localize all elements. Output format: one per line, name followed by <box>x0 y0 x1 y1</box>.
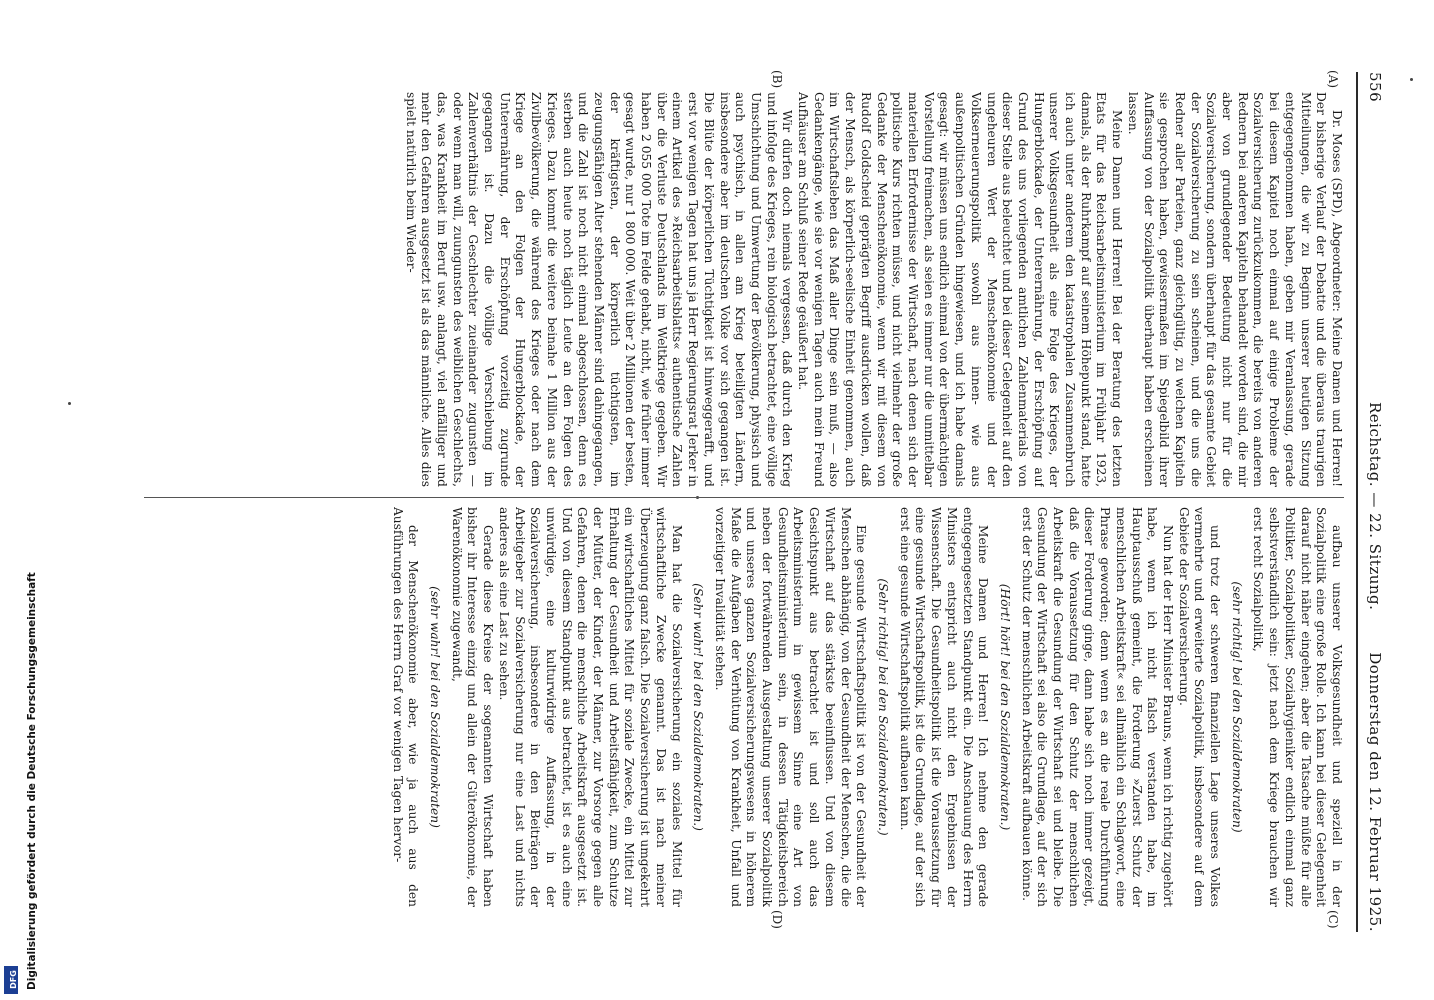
paragraph: Meine Damen und Herren! Ich nehme den gerade entgegengesetzten Standpunkt ein. Die Anschauung des Herrn Ministers entspricht auch nicht den Ergebnissen der Wissenschaft. Die Gesundheitspolitik ist die Voraussetzung für eine gesunde Wirtschaftspolitik, ist die Grundlage, auf der sich erst eine gesunde Wirtschaftspolitik aufbauen kann. <box>897 507 991 907</box>
scan-speck <box>1410 78 1413 81</box>
margin-mark-c: (C) <box>1326 910 1340 929</box>
left-text-column <box>134 92 1344 487</box>
right-text-column <box>134 507 1344 907</box>
paragraph: der Menschenökonomie aber, wie ja auch aus den Ausführungen des Herrn Graf vor wenigen Tagen hervor- <box>390 507 421 907</box>
paragraph: aufbau unserer Volksgesundheit und speziell in der Sozialpolitik eine große Rolle. Ich kann bei dieser Gelegenheit darauf nicht näher eingehen; aber die Tatsache müßte für alle Politiker, Sozialpolitiker, Sozialhygieniker endlich einmal ganz selbstverständlich sein: jetzt nach dem Kriege brauchen wir erst recht Sozialpolitik, <box>1251 507 1344 907</box>
session-title: Reichstag. — 22. Sitzung. <box>1366 402 1384 611</box>
dfg-logo <box>4 966 18 994</box>
paragraph: Man hat die Sozialversicherung ein soziales Mittel für wirtschaftliche Zwecke genannt. Das ist nach meiner Überzeugung ganz falsch. Die Sozialversicherung ist umgekehrt ein wirtschaftliches Mittel für soziale Zwecke, ein Mittel zur Erhaltung der Gesundheit und Arbeitsfähigkeit, zum Schutze der Mütter, der Kinder, der Männer, zur Vorsorge gegen alle Gefahren, denen die menschliche Arbeitskraft ausgesetzt ist. Und von diesem Standpunkt aus betrachtet, ist es auch eine unwürdige, eine kulturwidrige Auffassung, in der Sozialversicherung, insbesondere in den Beiträgen der Arbeitgeber zur Sozialversicherung nur eine Last und nichts anderes als eine Last zu sehen. <box>496 507 684 907</box>
interjection: (sehr wahr! bei den Sozialdemokraten) <box>428 586 443 828</box>
scan-speck <box>68 402 71 405</box>
header-rule <box>1356 72 1358 932</box>
paragraph: Nun hat der Herr Minister Brauns, wenn ich richtig zugehört habe, wenn ich nicht falsch verstanden habe, im Hauptausschuß gemeint, die Forderung »Zuerst Schutz der menschlichen Arbeitskraft« sei allmählich ein Schlagwort, eine Phrase geworden; denn wenn es an die reale Durchführung dieser Forderung ginge, dann habe sich noch immer gezeigt, daß die Voraussetzung für den Schutz der menschlichen Arbeitskraft die Gesundung der Wirtschaft sei und bleibe. Die Gesundung der Wirtschaft sei also die Grundlage, auf der sich erst der Schutz der menschlichen Arbeitskraft aufbauen könne. <box>1019 507 1175 907</box>
paragraph: Meine Damen und Herren! Bei der Beratung des letzten Etats für das Reichsarbeitsministerium im Frühjahr 1923, damals, als der Ruhrkampf auf seinem Höhepunkt stand, hatte ich auch unter anderem den katastrophalen Zusammenbruch unserer Volksgesundheit als eine Folge des Krieges, der Hungerblockade, der Unterernährung, der Erschöpfung auf Grund des uns vorliegenden amtlichen Zahlenmaterials von dieser Stelle aus beleuchtet und bei dieser Gelegenheit auf den ungeheuren Wert der Menschenökonomie und der Volkserneuerungspolitik sowohl aus innen- wie aus außenpolitischen Gründen hingewiesen, und ich habe damals gesagt: wir müssen uns endlich einmal von der übermächtigen Vorstellung freimachen, als seien es immer nur die unmittelbar materiellen Erfordernisse der Wirtschaft, nach denen sich der politische Kurs richten müsse, und nicht vielmehr der große Gedanke der Menschenökonomie, wenn wir mit diesem von Rudolf Goldscheid geprägten Begriff ausdrücken wollen, daß der Mensch, als körperlich-seelische Einheit genommen, auch im Wirtschaftsleben das Maß aller Dinge sein muß, — also Gedankengänge, wie sie vor wenigen Tagen auch mein Freund Aufhäuser am Schluß seiner Rede geäußert hat. <box>796 92 1125 487</box>
paragraph: Wir dürfen doch niemals vergessen, daß durch den Krieg und infolge des Krieges, rein biologisch betrachtet, eine völlige Umschichtung und Umwertung der Bevölkerung, physisch und auch psychisch, in allen am Krieg beteiligten Ländern, insbesondere aber im deutschen Volke vor sich gegangen ist. Die Blüte der körperlichen Tüchtigkeit ist hinweggerafft, und erst vor wenigen Tagen hat uns ja Herr Regierungsrat Jerker in einem Artikel des »Reichsarbeitsblatts« authentische Zahlen über die Verluste Deutschlands im Weltkriege gegeben. Wir haben 2 055 000 Tote im Felde gehabt, nicht, wie früher immer gesagt wurde, nur 1 800 000. Weit über 2 Millionen der besten, der kräftigsten, der körperlich tüchtigsten, im zeugungsfähigen Alter stehenden Männer sind dahingegangen, und die Zahl ist noch nicht einmal abgeschlossen, denn es sterben auch heute noch täglich Leute an den Folgen des Krieges. Dazu kommt die weitere beinahe 1 Million aus der Zivilbevölkerung, die während des Krieges oder nach dem Kriege an den Folgen der Hungerblockade, der Unterernährung, der Erschöpfung vorzeitig zugrunde gegangen ist. Dazu die völlige Verschiebung im Zahlenverhältnis der Geschlechter zueinander zugunsten — oder wenn man will, zuungunsten des weiblichen Geschlechts, das, was Krankheit im Beruf usw. anlangt, viel anfälliger und mehr den Gefahren ausgesetzt ist als das männliche. Alles dies spielt natürlich beim Wieder- <box>403 92 795 487</box>
margin-mark-b: (B) <box>770 70 784 89</box>
funding-strip <box>0 0 40 1000</box>
session-date: Donnerstag den 12. Februar 1925. <box>1366 652 1384 932</box>
margin-mark-a: (A) <box>1326 70 1340 89</box>
funding-note: Digitalisierung gefördert durch die Deutsche Forschungsgemeinschaft <box>26 572 38 990</box>
interjection: (Hört! hört! bei den Sozialdemokraten.) <box>997 583 1012 831</box>
rotated-page-content <box>124 72 1384 932</box>
paragraph: Eine gesunde Wirtschaftspolitik ist von der Gesundheit der Menschen abhängig, von der Gesundheit der Menschen, die die Wirtschaft auf das stärkste beeinflussen. Und von diesem Gesichtspunkt aus betrachtet ist und soll auch das Arbeitsministerium in gewissem Sinne eine Art von Gesundheitsministerium sein, in dessen Tätigkeitsbereich neben der fortwährenden Ausgestaltung unserer Sozialpolitik und unseres ganzen Sozialversicherungswesens in höherem Maße die Aufgaben der Verhütung von Krankheit, Unfall und vorzeitiger Invalidität stehen. <box>712 507 869 907</box>
margin-mark-d: (D) <box>770 910 784 929</box>
dfg-logo-text: DFG <box>8 970 18 989</box>
column-separator <box>144 497 1344 498</box>
paragraph: und trotz der schweren finanziellen Lage unseres Volkes vermehrte und erweiterte Sozialpolitik, insbesondere auf dem Gebiete der Sozialversicherung. <box>1176 507 1223 907</box>
paragraph: Gerade diese Kreise der sogenannten Wirtschaft haben bisher ihr Interesse einzig und allein der Güterökonomie, der Warenökonomie zugewandt, <box>449 507 496 907</box>
interjection: (Sehr richtig! bei den Sozialdemokraten.) <box>876 578 891 836</box>
interjection: (sehr richtig! bei den Sozialdemokraten) <box>1229 581 1244 833</box>
paragraph: Dr. Moses (SPD), Abgeordneter: Meine Damen und Herren! Der bisherige Verlauf der Debatte und die überaus traurigen Mitteilungen, die wir zu Beginn unserer heutigen Sitzung entgegengenommen haben, geben mir Veranlassung, gerade bei diesem Kapitel noch einmal auf einige Probleme der Sozialversicherung zurückzukommen, die bereits von anderen Rednern bei anderen Kapiteln behandelt worden sind, die mir aber von grundlegender Bedeutung nicht nur für die Sozialversicherung, sondern überhaupt für das gesamte Gebiet der Sozialversicherung zu sein scheinen, und die uns die Redner aller Parteien, ganz gleichgültig, zu welchen Kapiteln sie gesprochen haben, gewissermaßen im Spiegelbild ihrer Auffassung von der Sozialpolitik überhaupt haben erscheinen lassen. <box>1125 92 1344 487</box>
page-number: 556 <box>1366 72 1384 103</box>
interjection: (Sehr wahr! bei den Sozialdemokraten.) <box>691 583 706 831</box>
running-header <box>1360 72 1384 932</box>
